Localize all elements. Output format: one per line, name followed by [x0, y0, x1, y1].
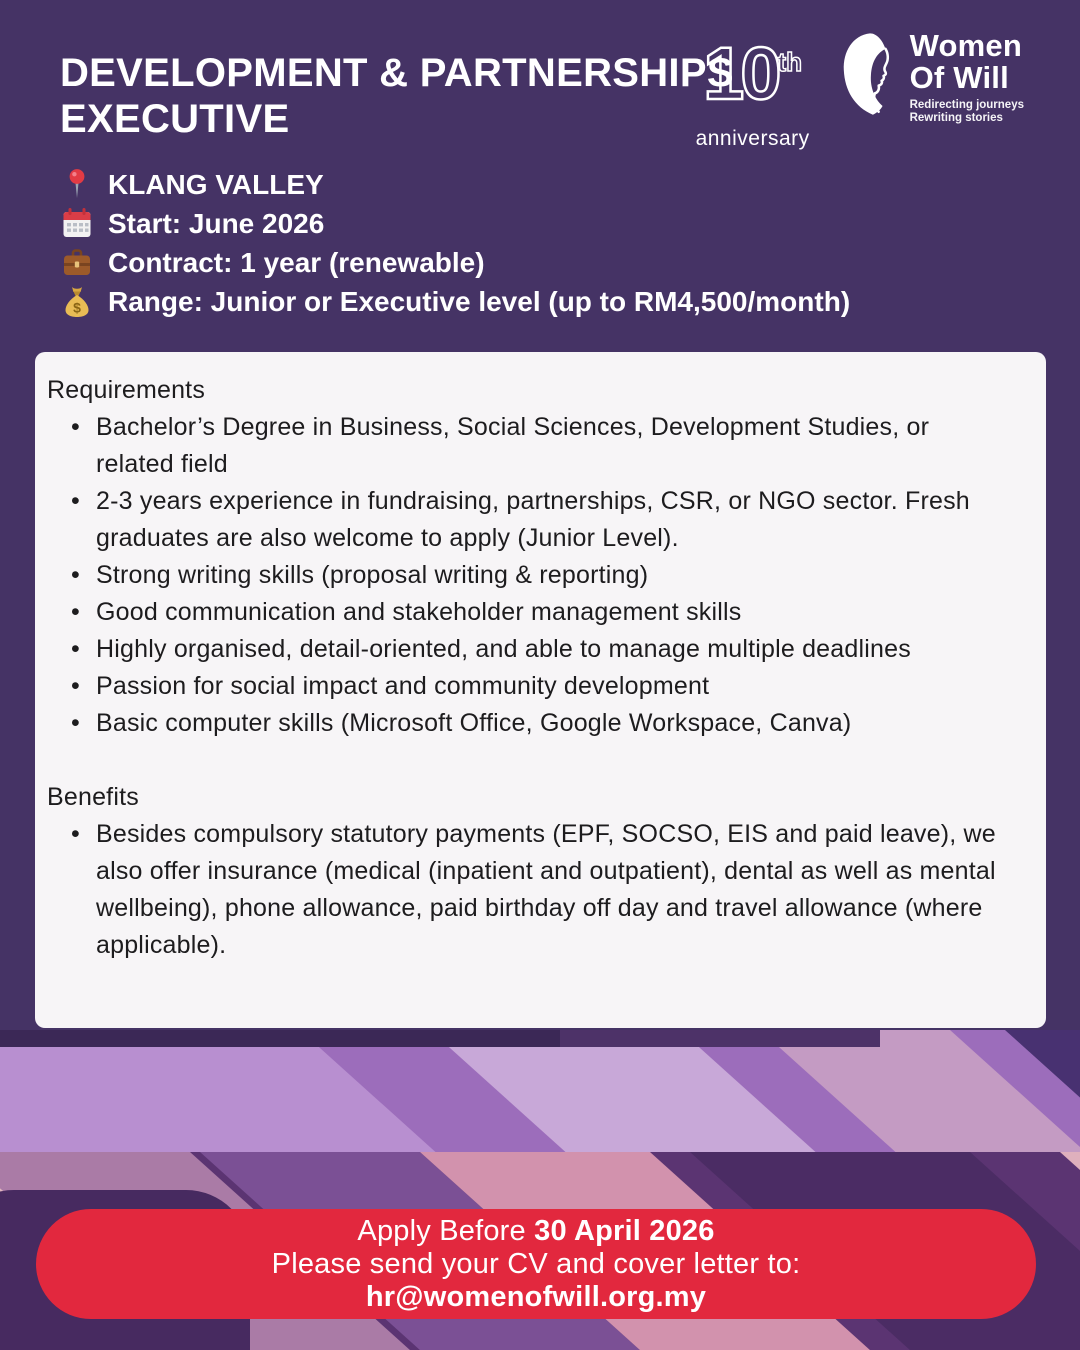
page-title-line1: DEVELOPMENT & PARTNERSHIPS	[60, 51, 734, 95]
email-link[interactable]: hr@womenofwill.org.my	[365, 1280, 707, 1313]
money-bag-icon	[62, 285, 92, 317]
pushpin-icon	[62, 168, 92, 200]
benefit-item-text: Besides compulsory statutory payments (EPF, SOCSO, EIS and paid leave), we also offer insurance (medical (inpatient and outpatient), dental as well as mental wellbeing), phone allowance, paid birthday off day and travel allowance (where applicable).	[96, 820, 996, 959]
job-details	[62, 168, 850, 317]
requirement-item-text: Good communication and stakeholder management skills	[96, 598, 742, 626]
decor-strip	[0, 1030, 560, 1047]
detail-start-date-text: Start: June 2026	[108, 207, 325, 239]
anniversary-number: 10	[703, 32, 778, 115]
requirement-item-text: Bachelor’s Degree in Business, Social Sciences, Development Studies, or related field	[96, 413, 930, 478]
page-title	[60, 50, 734, 142]
header-logos	[694, 30, 1024, 151]
detail-location	[62, 168, 850, 200]
anniversary-suffix: th	[777, 47, 803, 77]
requirement-item	[69, 483, 1010, 557]
detail-contract-text: Contract: 1 year (renewable)	[108, 246, 485, 278]
requirement-item-text: 2-3 years experience in fundraising, partnerships, CSR, or NGO sector. Fresh graduates are also welcome to apply (Junior Level).	[96, 487, 970, 552]
requirement-item	[69, 631, 1010, 668]
anniversary-logo	[694, 30, 812, 151]
benefit-item	[69, 816, 1010, 964]
svg-text:$: $	[73, 299, 81, 316]
detail-salary-range	[62, 285, 850, 317]
requirement-item-text: Highly organised, detail-oriented, and able to manage multiple deadlines	[96, 635, 911, 663]
anniversary-label: anniversary	[695, 127, 810, 150]
requirement-item-text: Basic computer skills (Microsoft Office, Google Workspace, Canva)	[96, 709, 852, 737]
cv-instruction: Please send your CV and cover letter to:	[271, 1247, 801, 1280]
page-title-line2: EXECUTIVE	[60, 97, 290, 141]
requirements-list	[47, 409, 1010, 742]
apply-deadline-line	[357, 1215, 714, 1248]
decor-strip	[560, 1030, 880, 1047]
calendar-icon	[62, 207, 92, 239]
apply-deadline: 30 April 2026	[534, 1214, 715, 1247]
requirements-heading: Requirements	[47, 376, 206, 404]
brand-tagline: Redirecting journeys Rewriting stories	[909, 99, 1024, 124]
requirement-item-text: Passion for social impact and community development	[96, 672, 710, 700]
decor-stripe	[430, 1030, 815, 1152]
requirement-item	[69, 409, 1010, 483]
requirement-item	[69, 557, 1010, 594]
decor-stripe	[0, 1030, 435, 1152]
requirement-item	[69, 705, 1010, 742]
requirement-item	[69, 668, 1010, 705]
brand-name: Women Of Will	[909, 28, 1022, 95]
woman-profile-icon	[838, 30, 900, 118]
detail-location-text: KLANG VALLEY	[108, 168, 324, 200]
briefcase-icon	[62, 246, 92, 278]
benefits-heading: Benefits	[47, 783, 139, 811]
detail-start-date	[62, 207, 850, 239]
benefits-list	[47, 816, 1010, 964]
apply-banner	[36, 1209, 1036, 1319]
brand-logo	[838, 30, 1024, 125]
requirement-item	[69, 594, 1010, 631]
requirement-item-text: Strong writing skills (proposal writing & reporting)	[96, 561, 649, 589]
detail-contract	[62, 246, 850, 278]
job-description-card	[35, 352, 1046, 1028]
apply-prefix: Apply Before	[357, 1214, 535, 1247]
decor-band-top	[0, 1030, 1080, 1152]
detail-salary-range-text: Range: Junior or Executive level (up to RM4,500/month)	[108, 285, 851, 317]
